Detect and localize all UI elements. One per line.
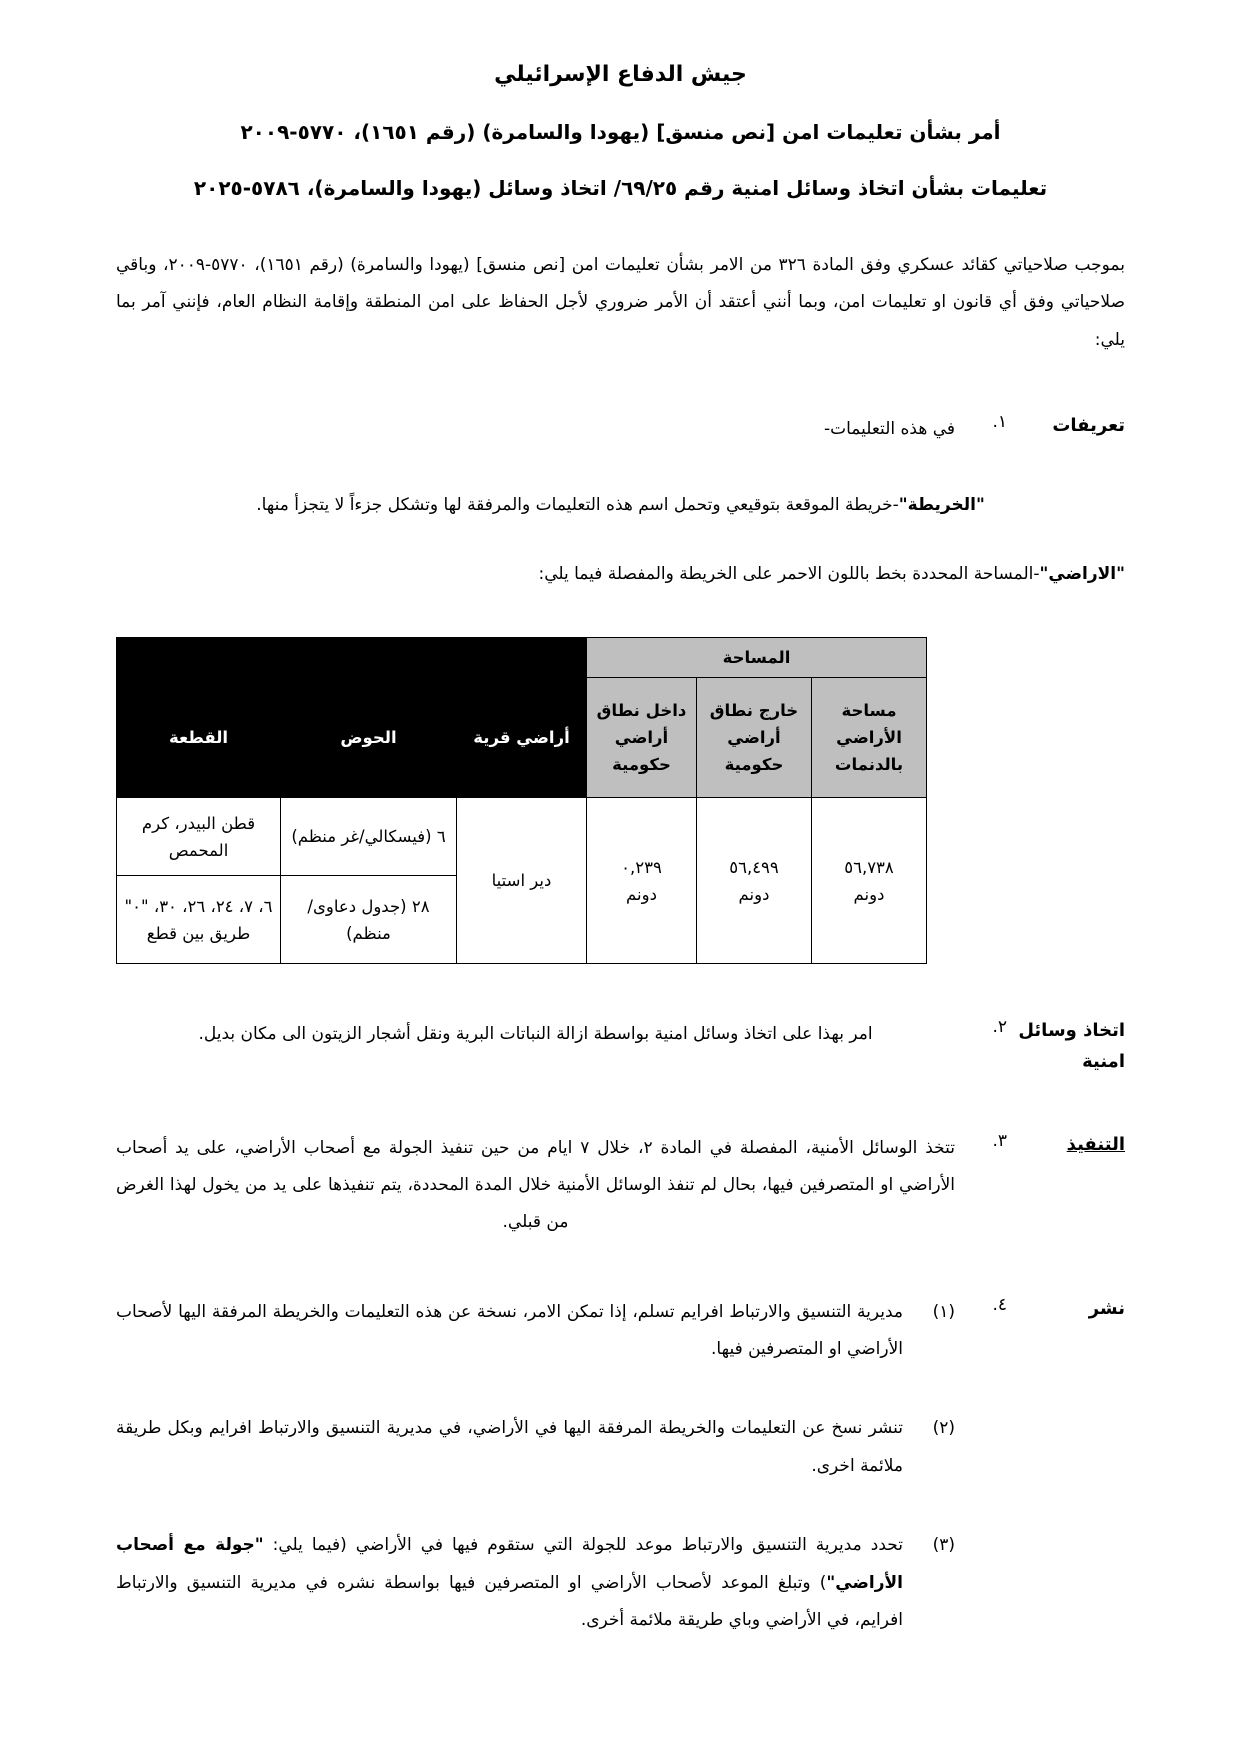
section-execution: [116, 1130, 1125, 1242]
section-label-measures: اتخاذ وسائل امنية: [1018, 1020, 1125, 1072]
definition-map: [116, 487, 1125, 524]
header-inside-gov: داخل نطاق أراضي حكومية: [587, 678, 697, 798]
table-group-header-row: [117, 638, 927, 678]
execution-body: تتخذ الوسائل الأمنية، المفصلة في المادة ٢، خلال ٧ ايام من حين تنفيذ الجولة مع أصحاب الأراضي، على يد أصحاب الأراضي او المتصرفين فيها، بحال لم تنفذ الوسائل الأمنية خلال المدة المحددة، يتم تنفيذها على يد من يخول لهذا الغرض من قبلي.: [116, 1137, 955, 1233]
cell-total-area: [812, 798, 927, 964]
section-measures: [116, 1016, 1125, 1077]
table-row: [117, 798, 927, 876]
publication-item-3-number: (٣): [932, 1535, 955, 1556]
publication-item-2-text: تنشر نسخ عن التعليمات والخريطة المرفقة اليها في الأراضي، في مديرية التنسيق والارتباط افرايم وبكل طريقة ملائمة اخرى.: [116, 1418, 903, 1476]
cell-basin-2: ٢٨ (جدول دعاوى/ منظم): [281, 876, 457, 964]
empty-header-cell: [117, 638, 281, 678]
cell-outside-area: [697, 798, 812, 964]
total-area-unit: دونم: [853, 884, 885, 904]
header-parcel: القطعة: [117, 678, 281, 798]
publication-items: [116, 1294, 955, 1640]
measures-body: امر بهذا على اتخاذ وسائل امنية بواسطة ازالة النباتات البرية ونقل أشجار الزيتون الى مكان بديل.: [198, 1024, 873, 1045]
outside-area-value: ٥٦,٤٩٩: [729, 857, 779, 877]
header-basin: الحوض: [281, 678, 457, 798]
definition-lands-text: -المساحة المحددة بخط باللون الاحمر على الخريطة والمفصلة فيما يلي:: [538, 563, 1040, 584]
lands-table: [116, 637, 927, 964]
definition-map-text: -خريطة الموقعة بتوقيعي وتحمل اسم هذه التعليمات والمرفقة لها وتشكل جزءاً لا يتجزأ منها.: [256, 494, 899, 515]
section-number-definitions: ١.: [992, 412, 1007, 433]
definition-lands: [116, 556, 1125, 593]
definition-map-term: "الخريطة": [898, 494, 985, 515]
empty-header-cell: [457, 638, 587, 678]
section-number-measures: ٢.: [992, 1017, 1007, 1038]
publication-item-1-number: (١): [932, 1301, 955, 1322]
publication-item-2: [116, 1410, 955, 1485]
publication-item-2-number: (٢): [932, 1418, 955, 1439]
publication-item-1-text: مديرية التنسيق والارتباط افرايم تسلم، إذا تمكن الامر، نسخة عن هذه التعليمات والخريطة المرفقة اليها لأصحاب الأراضي او المتصرفين فيها.: [116, 1301, 903, 1360]
order-title: أمر بشأن تعليمات امن [نص منسق] (يهودا والسامرة) (رقم ١٦٥١)، ٥٧٧٠-٢٠٠٩: [240, 120, 1001, 144]
publication-item-3-after: ) وتبلغ الموعد لأصحاب الأراضي او المتصرفين فيها بواسطة نشره في مديرية التنسيق والارتباط افرايم، في الأراضي وباي طريقة ملائمة أخرى.: [116, 1572, 903, 1631]
cell-village: دير استيا: [457, 798, 587, 964]
section-label-definitions: تعريفات: [1052, 415, 1125, 437]
instructions-title: تعليمات بشأن اتخاذ وسائل امنية رقم ٦٩/٢٥/ اتخاذ وسائل (يهودا والسامرة)، ٥٧٨٦-٢٠٢٥: [193, 176, 1048, 200]
header-village-lands: أراضي قرية: [457, 678, 587, 798]
cell-parcel-1: قطن البيدر، كرم المحمص: [117, 798, 281, 876]
section-number-publication: ٤.: [992, 1294, 1007, 1315]
empty-header-cell: [281, 638, 457, 678]
publication-item-3-text: [116, 1527, 903, 1639]
army-title: جيش الدفاع الإسرائيلي: [494, 62, 747, 87]
cell-inside-area: [587, 798, 697, 964]
section-definitions: [116, 411, 1125, 448]
definitions-intro: في هذه التعليمات-: [823, 419, 955, 440]
area-group-header: المساحة: [587, 638, 927, 678]
publication-item-3: [116, 1527, 955, 1639]
table-header-row: [117, 678, 927, 798]
publication-item-3-before: تحدد مديرية التنسيق والارتباط موعد للجولة التي ستقوم فيها في الأراضي (فيما يلي:: [263, 1535, 903, 1556]
preamble-paragraph: بموجب صلاحياتي كقائد عسكري وفق المادة ٣٢٦ من الامر بشأن تعليمات امن [نص منسق] (يهودا والسامرة) (رقم ١٦٥١)، ٥٧٧٠-٢٠٠٩، وباقي صلاحياتي وفق أي قانون او تعليمات امن، وبما أنني أعتقد أن الأمر ضروري لأجل الحفاظ على امن المنطقة وإقامة النظام العام، فإنني آمر بما يلي:: [116, 255, 1125, 350]
inside-area-unit: دونم: [626, 884, 657, 904]
outside-area-unit: دونم: [738, 884, 770, 904]
cell-parcel-2: ٦، ٧، ٢٤، ٢٦، ٣٠، "٠" طريق بين قطع: [117, 876, 281, 964]
cell-basin-1: ٦ (فيسكالي/غر منظم): [281, 798, 457, 876]
publication-item-1: [116, 1294, 955, 1369]
definition-lands-term: "الاراضي": [1039, 563, 1125, 584]
section-publication: [116, 1294, 1125, 1640]
section-number-execution: ٣.: [992, 1130, 1007, 1151]
inside-area-value: ٠,٢٣٩: [621, 857, 662, 877]
total-area-value: ٥٦,٧٣٨: [844, 857, 894, 877]
header-outside-gov: خارج نطاق أراضي حكومية: [697, 678, 812, 798]
section-label-publication: نشر: [1088, 1297, 1125, 1319]
section-label-execution: التنفيذ: [1066, 1133, 1125, 1155]
publication-item-3-bold-term: "جولة مع أصحاب الأراضي": [116, 1535, 903, 1593]
header-total-area: مساحة الأراضي بالدنمات: [812, 678, 927, 798]
